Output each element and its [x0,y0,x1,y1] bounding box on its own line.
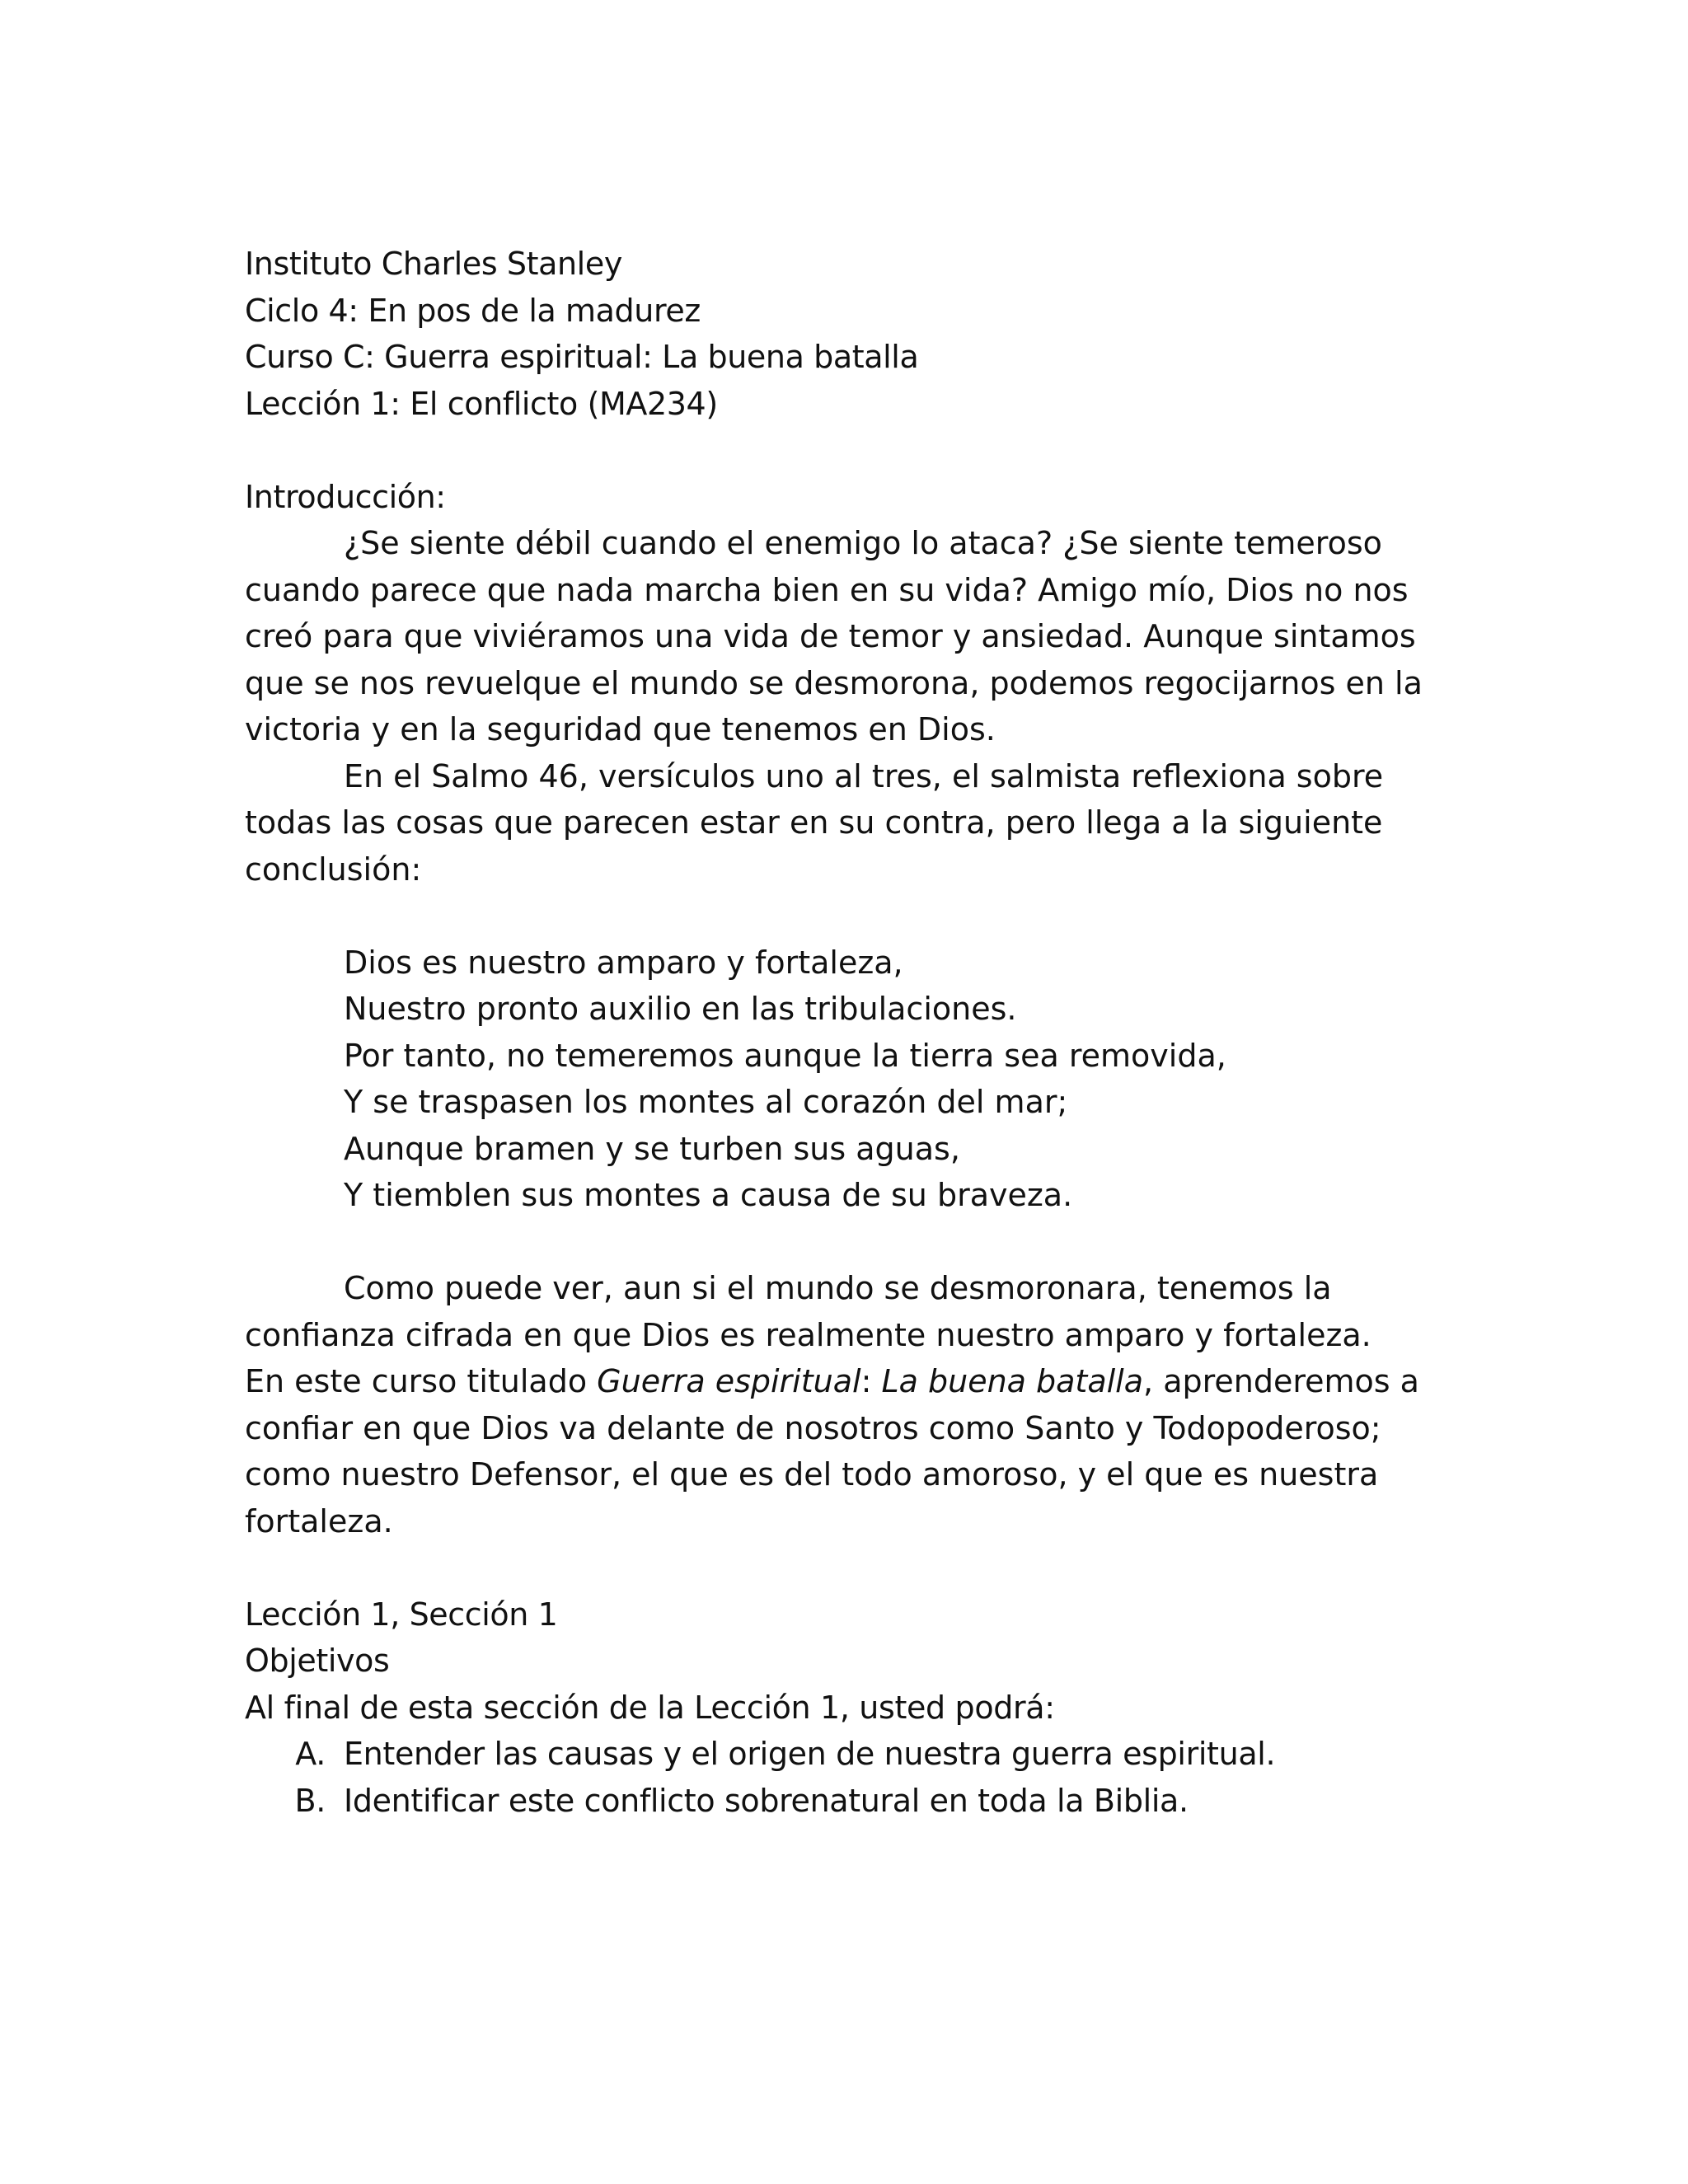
intro-paragraph-1 [245,520,1448,753]
paragraph-line: fortaleza. [245,1502,393,1540]
paragraph-line: En el Salmo 46, versículos uno al tres, el salmista reflexiona sobre [344,757,1384,794]
cycle-title: Ciclo 4: En pos de la madurez [245,292,701,329]
paragraph-line-with-title [245,1358,1448,1405]
section-title: Lección 1, Sección 1 [245,1596,558,1633]
paragraph-line: confianza cifrada en que Dios es realmente nuestro amparo y fortaleza. [245,1316,1372,1353]
psalm-line: Nuestro pronto auxilio en las tribulaciones. [344,991,1017,1027]
objectives-list [245,1731,1448,1824]
objectives-intro: Al final de esta sección de la Lección 1, usted podrá: [245,1689,1055,1726]
psalm-quote [245,940,1448,1219]
paragraph-line: ¿Se siente débil cuando el enemigo lo ataca? ¿Se siente temeroso [344,525,1382,561]
objective-text: Identificar este conflicto sobrenatural en toda la Biblia. [344,1782,1189,1819]
objectives-heading: Objetivos [245,1643,390,1679]
paragraph-line: cuando parece que nada marcha bien en su vida? Amigo mío, Dios no nos [245,571,1409,608]
intro-paragraph-3 [245,1265,1448,1544]
paragraph-line: confiar en que Dios va delante de nosotros como Santo y Todopoderoso; [245,1409,1381,1446]
objective-item [245,1778,1448,1825]
psalm-line: Dios es nuestro amparo y fortaleza, [344,944,903,981]
paragraph-line: conclusión: [245,851,422,888]
introduction-heading: Introducción: [245,478,446,515]
paragraph-line: victoria y en la seguridad que tenemos en Dios. [245,711,996,748]
paragraph-line: creó para que viviéramos una vida de temor y ansiedad. Aunque sintamos [245,618,1416,654]
text-run: , aprenderemos a [1143,1363,1419,1399]
paragraph-line: como nuestro Defensor, el que es del todo amoroso, y el que es nuestra [245,1456,1379,1493]
spacer [245,893,1448,940]
course-subtitle-italic: La buena batalla [881,1363,1144,1399]
course-title: Curso C: Guerra espiritual: La buena batalla [245,339,919,375]
objective-marker: A. [295,1736,326,1772]
objective-text: Entender las causas y el origen de nuestra guerra espiritual. [344,1736,1276,1772]
text-run: En este curso titulado [245,1363,598,1399]
paragraph-line: Como puede ver, aun si el mundo se desmoronara, tenemos la [344,1270,1332,1306]
intro-paragraph-2 [245,753,1448,893]
document-body [245,241,1448,1824]
spacer [245,427,1448,474]
spacer [245,1544,1448,1591]
text-run: : [860,1363,882,1399]
course-title-italic: Guerra espiritual [597,1363,861,1399]
institute-title: Instituto Charles Stanley [245,246,622,282]
objective-item [245,1731,1448,1778]
paragraph-line: todas las cosas que parecen estar en su contra, pero llega a la siguiente [245,804,1383,841]
lesson-title: Lección 1: El conflicto (MA234) [245,385,718,422]
psalm-line: Aunque bramen y se turben sus aguas, [344,1130,960,1167]
objective-marker: B. [294,1782,326,1819]
spacer [245,1219,1448,1266]
psalm-line: Y se traspasen los montes al corazón del mar; [344,1084,1068,1120]
psalm-line: Por tanto, no temeremos aunque la tierra sea removida, [344,1037,1226,1074]
psalm-line: Y tiemblen sus montes a causa de su braveza. [344,1177,1073,1213]
paragraph-line: que se nos revuelque el mundo se desmorona, podemos regocijarnos en la [245,664,1423,701]
